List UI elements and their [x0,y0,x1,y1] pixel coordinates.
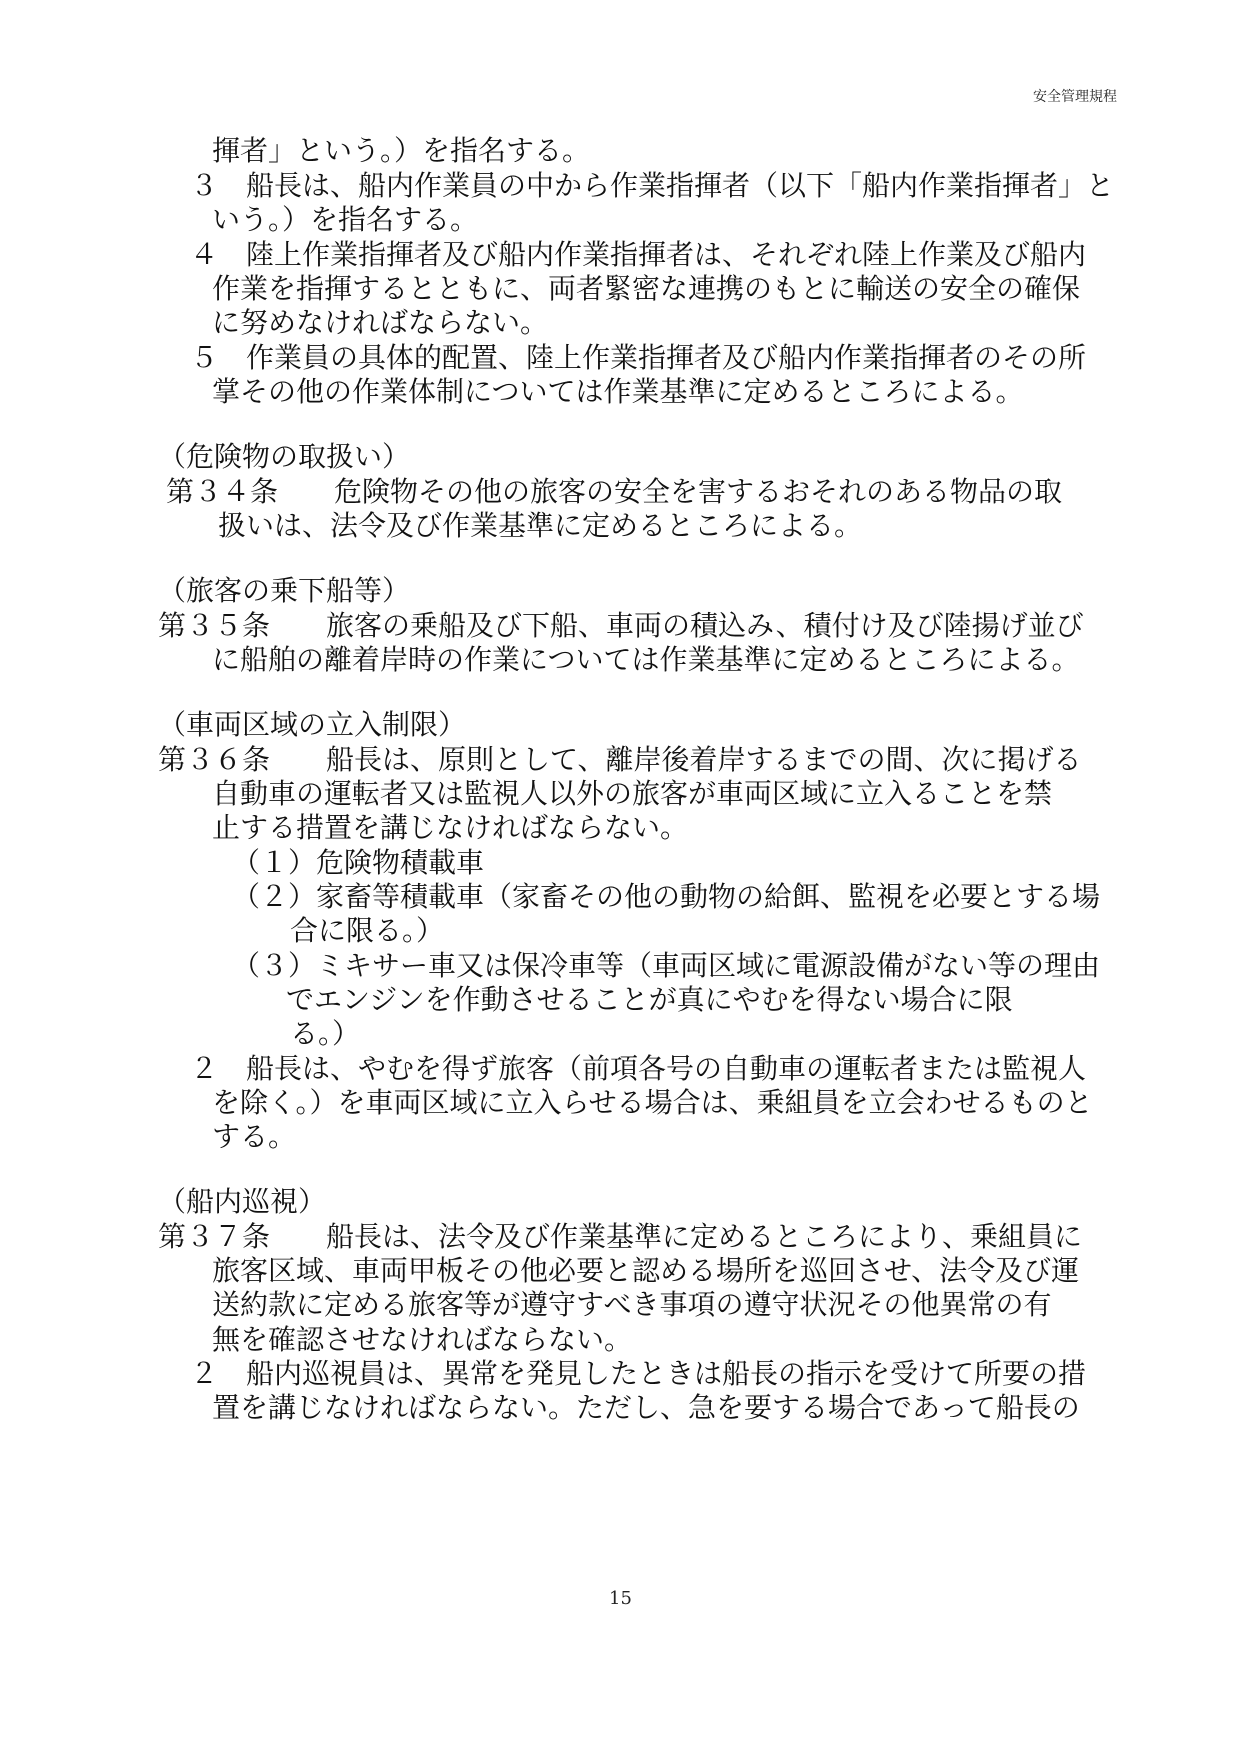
article-line: 第３５条 旅客の乗船及び下船、車両の積込み、積付け及び陸揚げ並び [158,609,1084,642]
text-line: でエンジンを作動させることが真にやむを得ない場合に限 [286,983,1013,1016]
list-item: （１）危険物積載車 [232,846,485,879]
article-line: 第３６条 船長は、原則として、離岸後着岸するまでの間、次に掲げる [158,743,1082,776]
text-line: ４ 陸上作業指揮者及び船内作業指揮者は、それぞれ陸上作業及び船内 [190,238,1087,271]
text-line: 掌その他の作業体制については作業基準に定めるところによる。 [212,375,1024,408]
article-line: 第３７条 船長は、法令及び作業基準に定めるところにより、乗組員に [158,1220,1083,1253]
text-line: いう。）を指名する。 [212,203,479,236]
text-line: ２ 船内巡視員は、異常を発見したときは船長の指示を受けて所要の措 [190,1357,1087,1390]
text-line: 作業を指揮するとともに、両者緊密な連携のもとに輸送の安全の確保 [212,272,1081,305]
document-header-title: 安全管理規程 [1033,89,1117,105]
section-heading: （船内巡視） [158,1185,327,1218]
section-heading: （車両区域の立入制限） [158,708,467,741]
text-line: 送約款に定める旅客等が遵守すべき事項の遵守状況その他異常の有 [212,1288,1052,1321]
list-item: （３）ミキサー車又は保冷車等（車両区域に電源設備がない等の理由 [232,949,1101,982]
text-line: 無を確認させなければならない。 [212,1323,633,1356]
article-line: 第３４条 危険物その他の旅客の安全を害するおそれのある物品の取 [166,475,1063,508]
text-line: 置を講じなければならない。ただし、急を要する場合であって船長の [212,1391,1080,1424]
text-line: 扱いは、法令及び作業基準に定めるところによる。 [218,509,863,542]
text-line: 自動車の運転者又は監視人以外の旅客が車両区域に立入ることを禁 [212,777,1053,810]
text-line: する。 [212,1120,297,1153]
text-line: ３ 船長は、船内作業員の中から作業指揮者（以下「船内作業指揮者」と [190,169,1115,202]
section-heading: （旅客の乗下船等） [158,574,411,607]
text-line: に船舶の離着岸時の作業については作業基準に定めるところによる。 [212,643,1080,676]
text-line: 止する措置を講じなければならない。 [212,811,689,844]
text-line: ２ 船長は、やむを得ず旅客（前項各号の自動車の運転者または監視人 [190,1052,1087,1085]
section-heading: （危険物の取扱い） [158,440,411,473]
text-line: に努めなければならない。 [212,306,549,339]
text-line: を除く。）を車両区域に立入らせる場合は、乗組員を立会わせるものと [212,1086,1093,1119]
text-line: ５ 作業員の具体的配置、陸上作業指揮者及び船内作業指揮者のその所 [190,341,1087,374]
text-line: 揮者」という。）を指名する。 [212,134,591,167]
text-line: 旅客区域、車両甲板その他必要と認める場所を巡回させ、法令及び運 [212,1254,1080,1287]
text-line: る。） [290,1017,361,1050]
text-line: 合に限る。） [290,914,445,947]
list-item: （２）家畜等積載車（家畜その他の動物の給餌、監視を必要とする場 [232,880,1101,913]
page-number: 15 [609,1588,632,1609]
